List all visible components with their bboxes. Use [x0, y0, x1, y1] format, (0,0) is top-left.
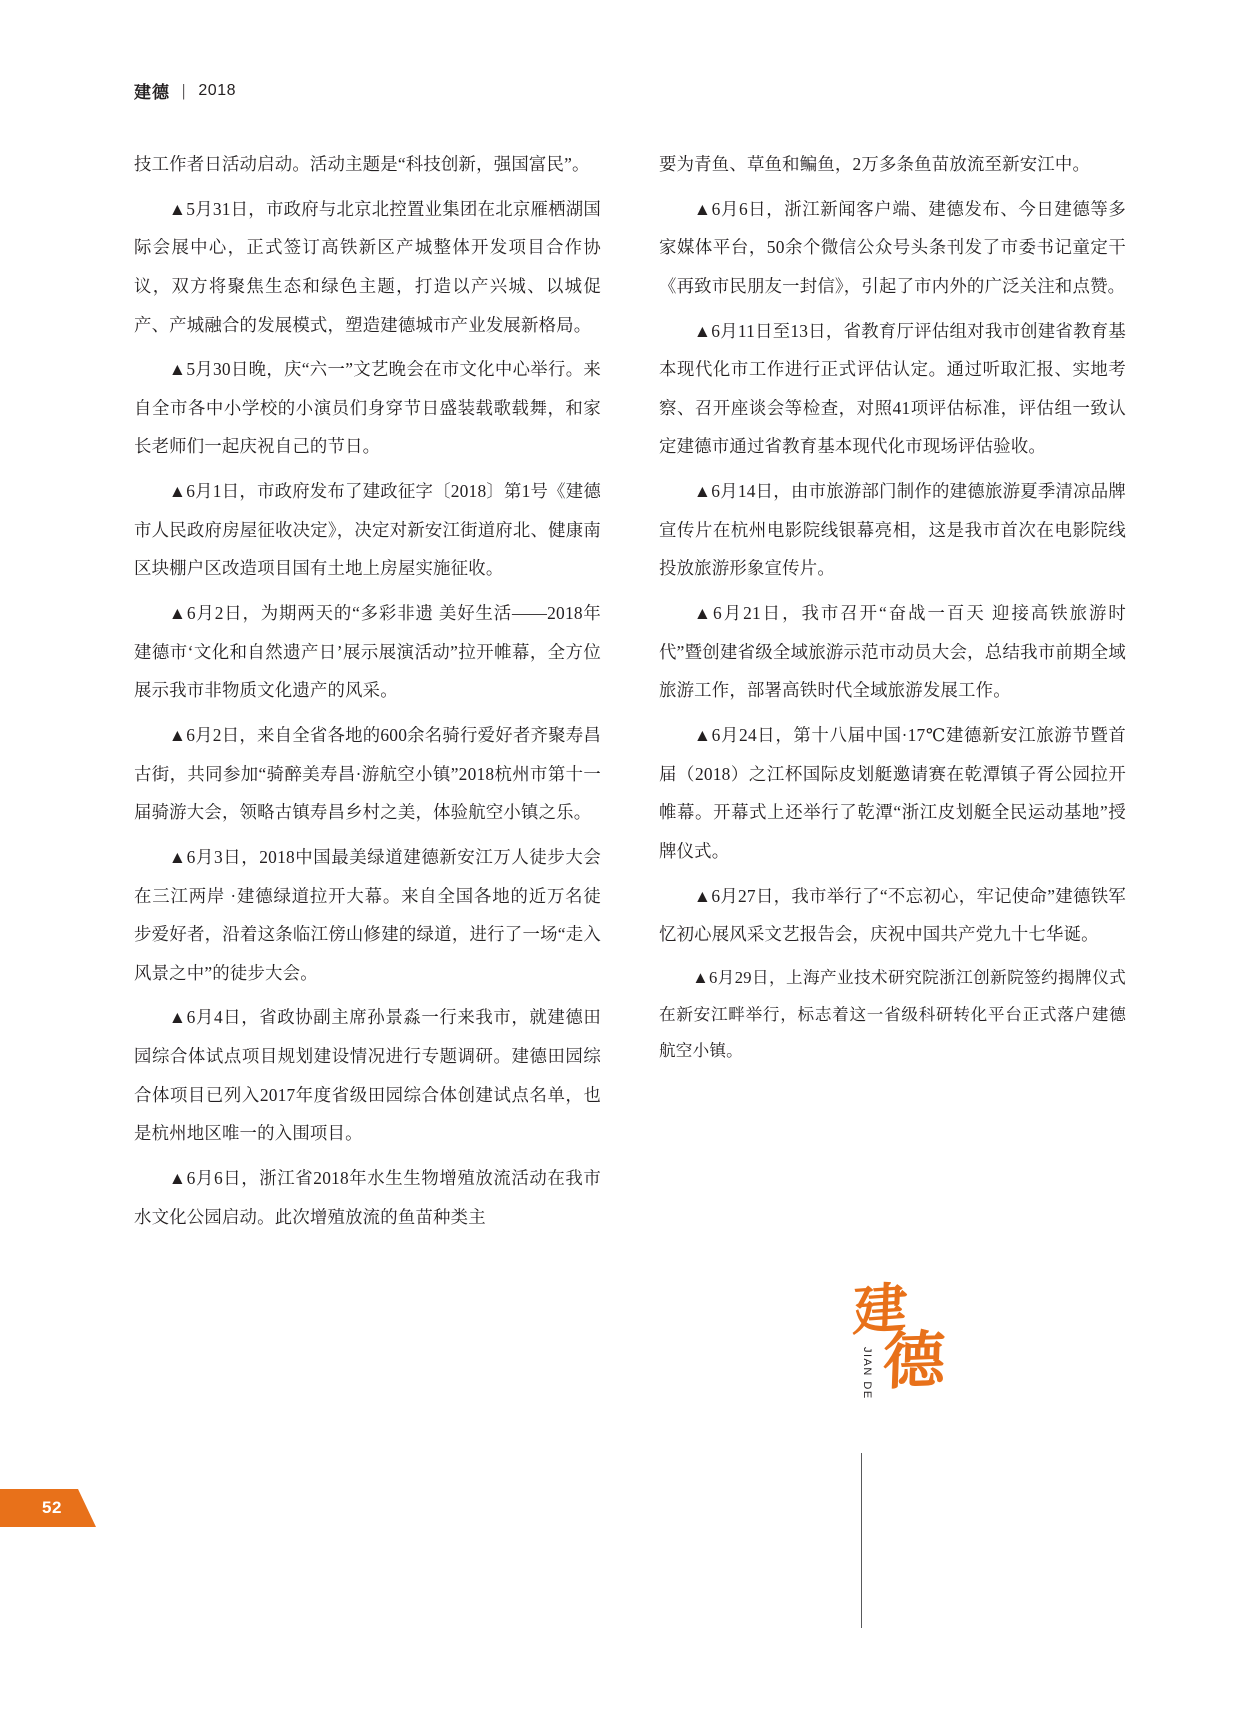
article-body — [134, 145, 1126, 1242]
left-column — [134, 145, 601, 1242]
paragraph: ▲6月21日，我市召开“奋战一百天 迎接高铁旅游时代”暨创建省级全域旅游示范市动员大会，总结我市前期全域旅游工作，部署高铁时代全域旅游发展工作。 — [659, 603, 1126, 701]
paragraph: ▲6月2日，为期两天的“多彩非遗 美好生活——2018年建德市‘文化和自然遗产日’展示展演活动”拉开帷幕，全方位展示我市非物质文化遗产的风采。 — [134, 603, 601, 701]
right-column — [659, 145, 1126, 1242]
paragraph: ▲6月24日，第十八届中国·17℃建德新安江旅游节暨首届（2018）之江杯国际皮划艇邀请赛在乾潭镇子胥公园拉开帷幕。开幕式上还举行了乾潭“浙江皮划艇全民运动基地”授牌仪式。 — [659, 724, 1126, 861]
page-footer — [0, 1489, 110, 1529]
brand-mark — [845, 1278, 965, 1485]
paragraph: ▲6月3日，2018中国最美绿道建德新安江万人徒步大会在三江两岸 ·建德绿道拉开大幕。来自全国各地的近万名徒步爱好者，沿着这条临江傍山修建的绿道，进行了一场“走入风景之中”的徒步大会。 — [134, 846, 601, 983]
paragraph: ▲6月1日，市政府发布了建政征字〔2018〕第1号《建德市人民政府房屋征收决定》，决定对新安江街道府北、健康南区块棚户区改造项目国有土地上房屋实施征收。 — [134, 481, 601, 579]
paragraph: ▲6月6日，浙江省2018年水生生物增殖放流活动在我市水文化公园启动。此次增殖放流的鱼苗种类主 — [134, 1168, 601, 1227]
paragraph: ▲6月4日，省政协副主席孙景淼一行来我市，就建德田园综合体试点项目规划建设情况进行专题调研。建德田园综合体项目已列入2017年度省级田园综合体创建试点名单，也是杭州地区唯一的入围项目。 — [134, 1007, 601, 1144]
brand-char-jian: 建 — [851, 1278, 909, 1342]
brand-pinyin: JIAN DE — [861, 1347, 874, 1400]
header-separator: | — [182, 80, 187, 100]
paragraph: ▲6月14日，由市旅游部门制作的建德旅游夏季清凉品牌宣传片在杭州电影院线银幕亮相，这是我市首次在电影院线投放旅游形象宣传片。 — [659, 481, 1126, 579]
paragraph: 技工作者日活动启动。活动主题是“科技创新，强国富民”。 — [134, 154, 590, 174]
paragraph: 要为青鱼、草鱼和鳊鱼，2万多条鱼苗放流至新安江中。 — [659, 154, 1091, 174]
brand-divider — [861, 1453, 862, 1628]
paragraph: ▲6月11日至13日，省教育厅评估组对我市创建省教育基本现代化市工作进行正式评估认定。通过听取汇报、实地考察、召开座谈会等检查，对照41项评估标准，评估组一致认定建德市通过省教育基本现代化市现场评估验收。 — [659, 320, 1126, 457]
paragraph: ▲6月29日，上海产业技术研究院浙江创新院签约揭牌仪式在新安江畔举行，标志着这一省级科研转化平台正式落户建德航空小镇。 — [659, 967, 1126, 1061]
brand-char-de: 德 — [881, 1326, 947, 1398]
publication-title: 建德 — [134, 83, 170, 102]
page-header — [134, 78, 236, 103]
paragraph: ▲6月6日，浙江新闻客户端、建德发布、今日建德等多家媒体平台，50余个微信公众号头条刊发了市委书记童定干《再致市民朋友一封信》，引起了市内外的广泛关注和点赞。 — [659, 198, 1126, 296]
paragraph: ▲5月30日晚，庆“六一”文艺晚会在市文化中心举行。来自全市各中小学校的小演员们身穿节日盛装载歌载舞，和家长老师们一起庆祝自己的节日。 — [134, 359, 601, 457]
paragraph: ▲5月31日，市政府与北京北控置业集团在北京雁栖湖国际会展中心，正式签订高铁新区产城整体开发项目合作协议，双方将聚焦生态和绿色主题，打造以产兴城、以城促产、产城融合的发展模式，塑造建德城市产业发展新格局。 — [134, 198, 601, 335]
page-number: 52 — [42, 1498, 62, 1517]
paragraph: ▲6月27日，我市举行了“不忘初心，牢记使命”建德铁军忆初心展风采文艺报告会，庆祝中国共产党九十七华诞。 — [659, 885, 1126, 945]
publication-year: 2018 — [198, 81, 236, 99]
paragraph: ▲6月2日，来自全省各地的600余名骑行爱好者齐聚寿昌古街，共同参加“骑醉美寿昌·游航空小镇”2018杭州市第十一届骑游大会，领略古镇寿昌乡村之美，体验航空小镇之乐。 — [134, 724, 601, 823]
